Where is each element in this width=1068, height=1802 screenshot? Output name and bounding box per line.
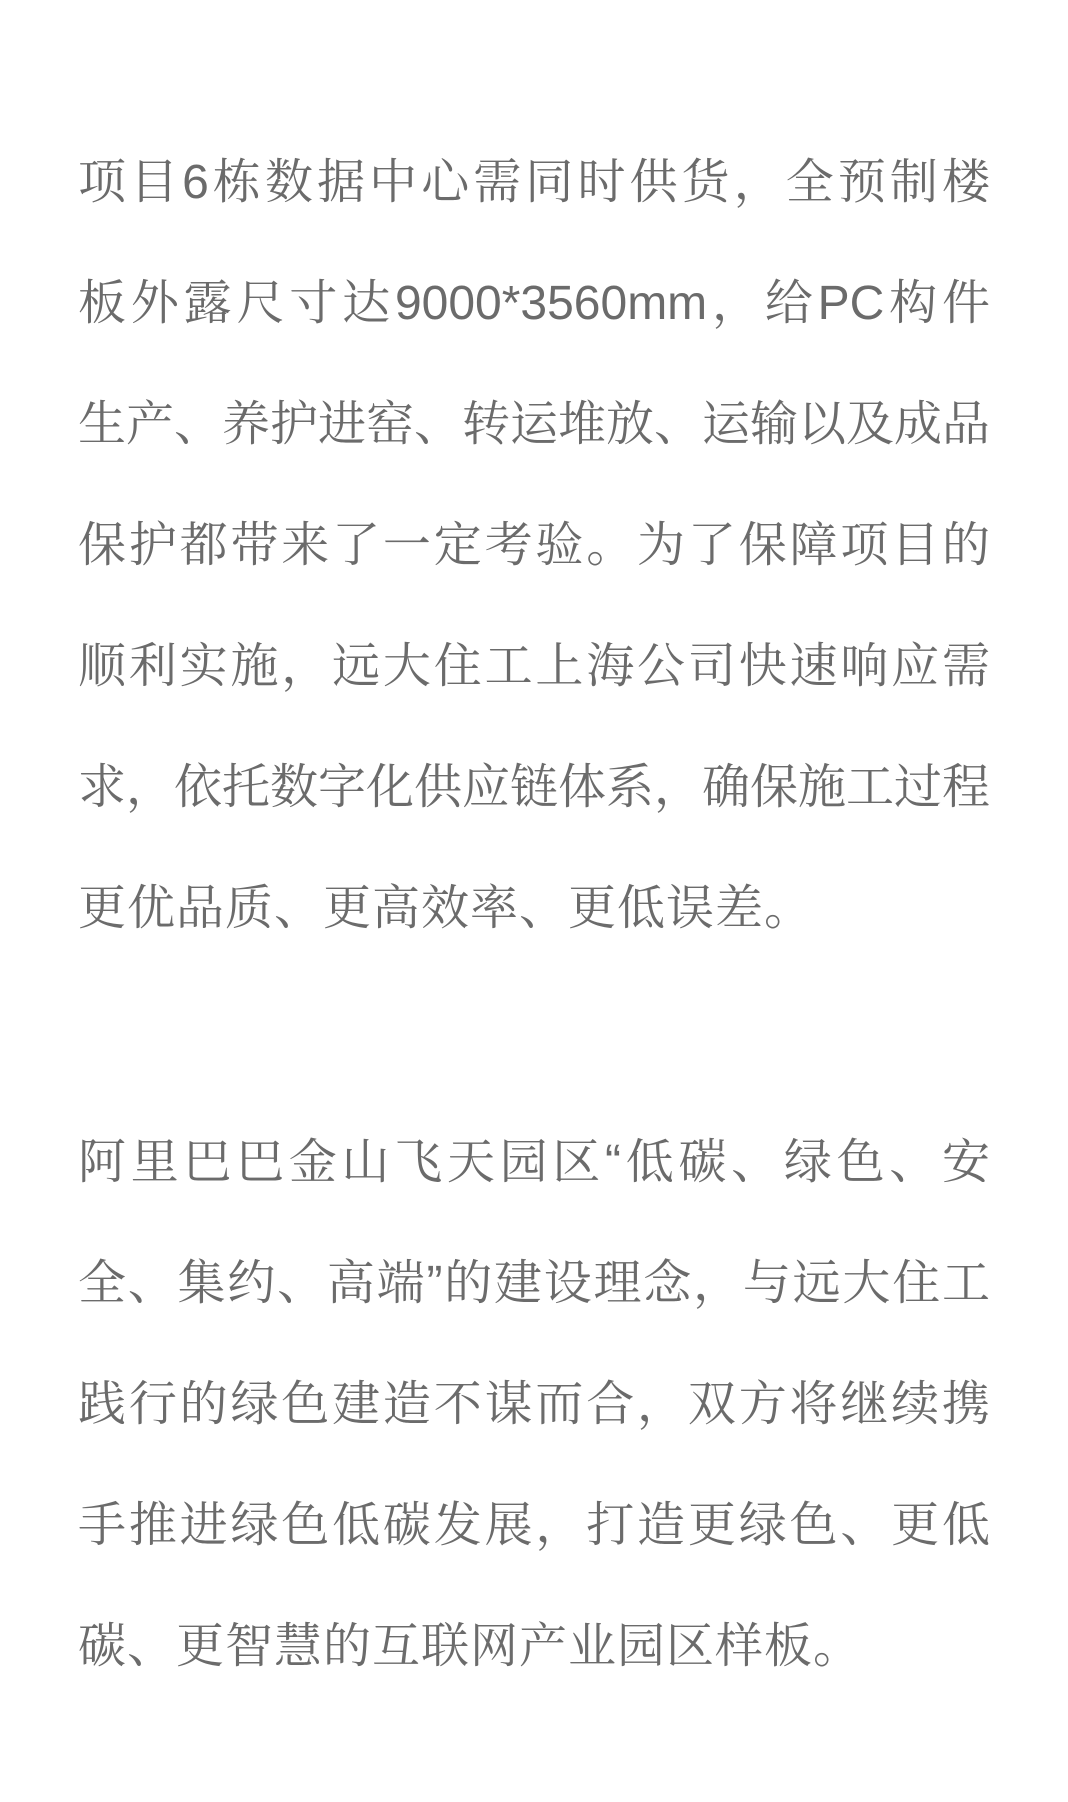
paragraph-1 [78, 122, 990, 969]
text-line: 践行的绿色建造不谋而合，双方将继续携 [78, 1378, 990, 1431]
text-line: 手推进绿色低碳发展，打造更绿色、更低 [78, 1499, 990, 1552]
paragraph-2 [78, 1102, 990, 1707]
text-line: 保护都带来了一定考验。为了保障项目的 [78, 519, 990, 572]
text-line: 顺利实施，远大住工上海公司快速响应需 [78, 640, 990, 693]
text-line: 生产、养护进窑、转运堆放、运输以及成品 [78, 398, 991, 451]
text-line: 阿里巴巴金山飞天园区“低碳、绿色、安 [78, 1136, 990, 1189]
text-line: 更优品质、更高效率、更低误差。 [78, 882, 814, 935]
text-line: 全、集约、高端”的建设理念，与远大住工 [78, 1257, 990, 1310]
text-line: 求，依托数字化供应链体系，确保施工过程 [78, 761, 991, 814]
text-line: 板外露尺寸达9000*3560mm，给PC构件 [78, 277, 990, 330]
text-line: 碳、更智慧的互联网产业园区样板。 [78, 1620, 863, 1673]
text-line: 项目6栋数据中心需同时供货，全预制楼 [78, 156, 990, 209]
